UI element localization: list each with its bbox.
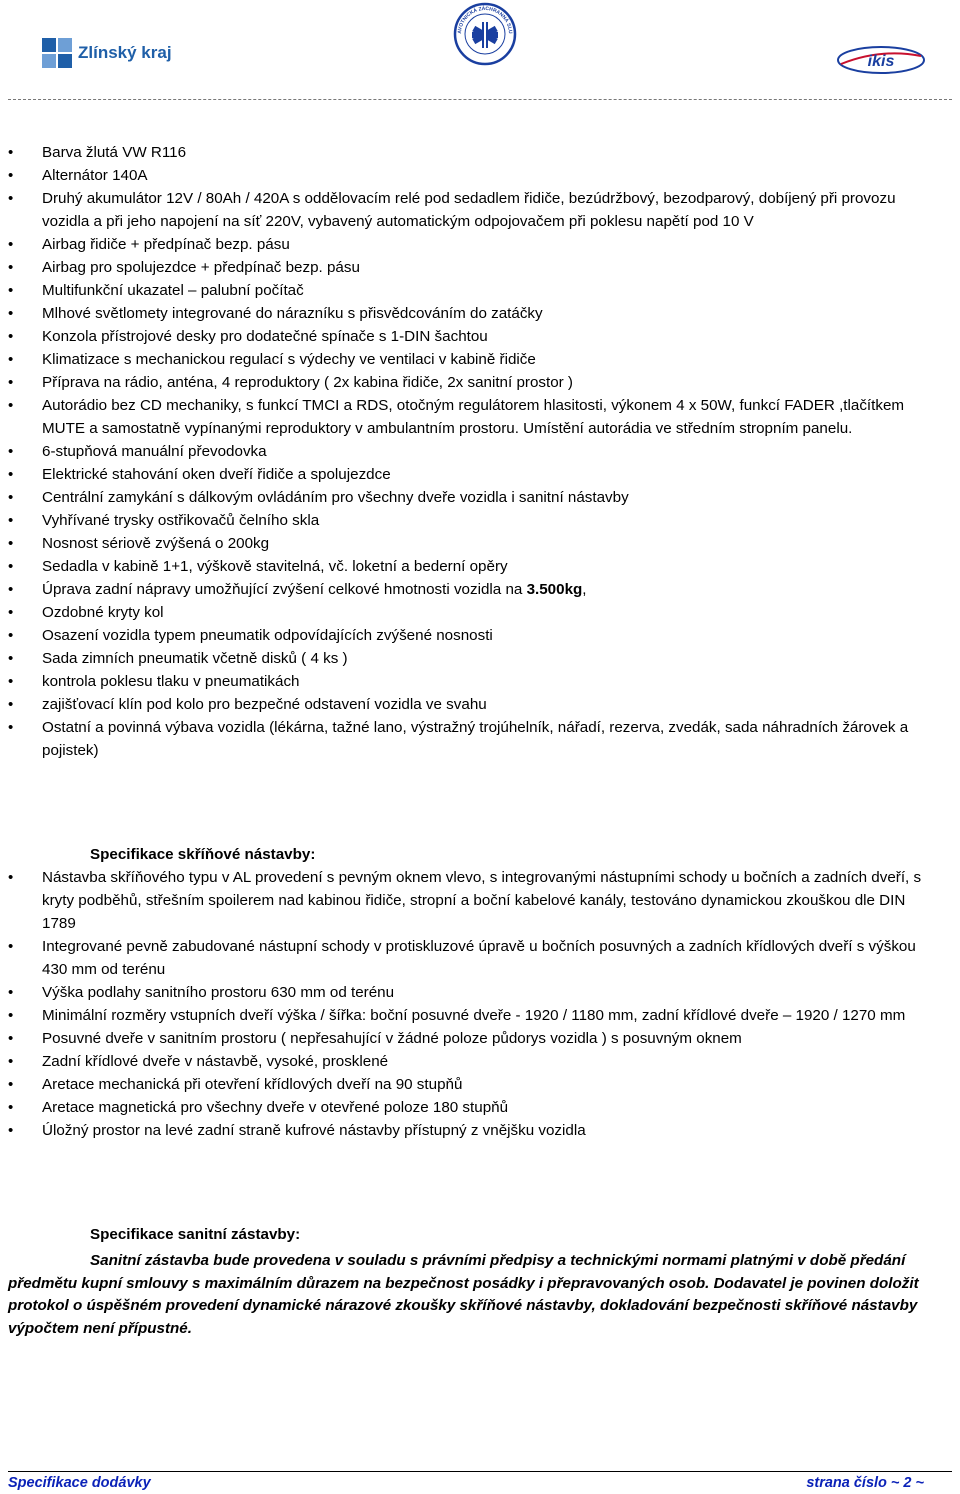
footer-divider <box>8 1471 952 1472</box>
list-item: • Autorádio bez CD mechaniky, s funkcí TMCI a RDS, otočným regulátorem hlasitosti, výkonem 4 x 50W, funkcí FADER ,tlačítkem MUTE a samostatně vypínanými reproduktory v ambulantním prostoru. Umístění autorádia ve středním stropním panelu. <box>0 394 960 440</box>
list-item: • Osazení vozidla typem pneumatik odpovídajících zvýšené nosnosti <box>0 624 960 647</box>
list-item: • Zadní křídlové dveře v nástavbě, vysoké, prosklené <box>0 1050 960 1073</box>
list-item: • Sedadla v kabině 1+1, výškově stavitelná, vč. loketní a bederní opěry <box>0 555 960 578</box>
list-item: • Barva žlutá VW R116 <box>0 141 960 164</box>
list-item: • Vyhřívané trysky ostřikovačů čelního skla <box>0 509 960 532</box>
list-item: • Druhý akumulátor 12V / 80Ah / 420A s oddělovacím relé pod sedadlem řidiče, bezúdržbový, bezodparový, dobíjený při provozu vozidla a při jeho napojení na síť 220V, vybavený automatickým odpojovačem při poklesu napětí pod 10 V <box>0 187 960 233</box>
axle-text-end: , <box>582 581 587 598</box>
section-title-skrin: Specifikace skříňové nástavby: <box>90 846 316 863</box>
axle-weight-value: 3.500kg <box>526 581 583 598</box>
list-item: • Airbag řidiče + předpínač bezp. pásu <box>0 233 960 256</box>
list-item: • Ozdobné kryty kol <box>0 601 960 624</box>
list-item: • Mlhové světlomety integrované do nárazníku s přisvědcováním do zatáčky <box>0 302 960 325</box>
zlinsky-kraj-logo <box>42 38 172 68</box>
list-item: • Airbag pro spolujezdce + předpínač bezp. pásu <box>0 256 960 279</box>
list-item: • Aretace mechanická při otevření křídlových dveří na 90 stupňů <box>0 1073 960 1096</box>
sanitni-paragraph: Sanitní zástavba bude provedena v souladu s právními předpisy a technickými normami platnými v době předání předmětu kupní smlouvy s maximálním důrazem na bezpečnost posádky i přepravovaných osob. Dodavatel je povinen doložit protokol o úspěšném provedení dynamické nárazové zkoušky skříňové nástavby, dokladování bezpečnosti skříňové nástavby výpočtem není přípustné. <box>8 1252 919 1337</box>
list-item: • Multifunkční ukazatel – palubní počítač <box>0 279 960 302</box>
list-item-axle <box>0 578 960 601</box>
ikis-logo <box>835 44 927 76</box>
axle-text: Úprava zadní nápravy umožňující zvýšení celkové hmotnosti vozidla na <box>42 581 527 598</box>
zlin-squares-icon <box>42 38 72 68</box>
list-item: • Výška podlahy sanitního prostoru 630 mm od terénu <box>0 981 960 1004</box>
footer-document-title: Specifikace dodávky <box>8 1475 151 1491</box>
list-item: • Ostatní a povinná výbava vozidla (lékárna, tažné lano, výstražný trojúhelník, nářadí, rezerva, zvedák, sada náhradních žárovek a pojistek) <box>0 716 960 762</box>
list-item: • Klimatizace s mechanickou regulací s výdechy ve ventilaci v kabině řidiče <box>0 348 960 371</box>
list-item: • Nosnost sériově zvýšená o 200kg <box>0 532 960 555</box>
footer-page-number: strana číslo ~ 2 ~ <box>806 1475 924 1491</box>
page-header <box>0 0 960 100</box>
svg-text:ZDRAVOTNICKÁ ZÁCHRANNÁ SLUŽBA: AVOTNICKÁ ZÁCHRANNÁ SLU <box>456 5 514 34</box>
svg-text:ikis: ikis <box>867 53 895 70</box>
list-item: • Příprava na rádio, anténa, 4 reproduktory ( 2x kabina řidiče, 2x sanitní prostor ) <box>0 371 960 394</box>
list-item: • Integrované pevně zabudované nástupní schody v protiskluzové úpravě u bočních posuvných a zadních křídlových dveří s výškou 430 mm od terénu <box>0 935 960 981</box>
vehicle-equipment-list <box>0 141 960 762</box>
list-item: • Posuvné dveře v sanitním prostoru ( nepřesahující v žádné poloze půdorys vozidla ) s posuvným oknem <box>0 1027 960 1050</box>
section-title-sanitni: Specifikace sanitní zástavby: <box>90 1226 301 1243</box>
list-item: • Nástavba skříňového typu v AL provedení s pevným oknem vlevo, s integrovanými nástupními schody u bočních a zadních dveří, s kryty podběhů, střešním spoilerem nad kabinou řidiče, stropní a boční kabelové kanály, testováno dynamickou zkouškou dle DIN 1789 <box>0 866 960 935</box>
list-item: • Úložný prostor na levé zadní straně kufrové nástavby přístupný z vnějšku vozidla <box>0 1119 960 1142</box>
list-item: • 6-stupňová manuální převodovka <box>0 440 960 463</box>
list-item: • Elektrické stahování oken dveří řidiče a spolujezdce <box>0 463 960 486</box>
header-divider <box>8 99 952 100</box>
list-item: • Alternátor 140A <box>0 164 960 187</box>
list-item: • zajišťovací klín pod kolo pro bezpečné odstavení vozidla ve svahu <box>0 693 960 716</box>
list-item: • Centrální zamykání s dálkovým ovládáním pro všechny dveře vozidla i sanitní nástavby <box>0 486 960 509</box>
list-item: • Aretace magnetická pro všechny dveře v otevřené poloze 180 stupňů <box>0 1096 960 1119</box>
list-item: • Konzola přístrojové desky pro dodatečné spínače s 1-DIN šachtou <box>0 325 960 348</box>
box-body-spec-list <box>0 866 960 1142</box>
list-item: • Minimální rozměry vstupních dveří výška / šířka: boční posuvné dveře - 1920 / 1180 mm, zadní křídlové dveře – 1920 / 1270 mm <box>0 1004 960 1027</box>
list-item: • kontrola poklesu tlaku v pneumatikách <box>0 670 960 693</box>
zlinsky-kraj-text: Zlínský kraj <box>78 43 172 62</box>
list-item: • Sada zimních pneumatik včetně disků ( 4 ks ) <box>0 647 960 670</box>
rescue-service-seal-icon <box>453 2 517 66</box>
